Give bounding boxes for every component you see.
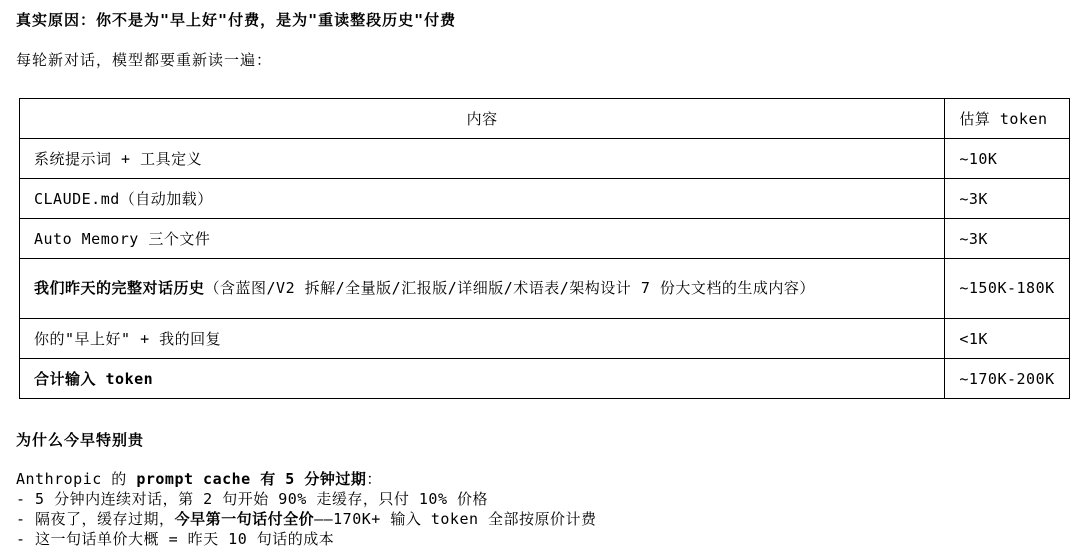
note-text: Anthropic 的	[16, 470, 137, 488]
row-tokens: ~170K-200K	[945, 359, 1070, 399]
row-tokens: ~3K	[945, 179, 1070, 219]
row-tokens: <1K	[945, 319, 1070, 359]
note-bold: 今早第一句话付全价	[174, 510, 315, 528]
row-content-text: 系统提示词 + 工具定义	[34, 150, 203, 168]
row-content-bold: 合计输入 token	[34, 370, 154, 388]
row-content	[20, 259, 945, 319]
table-row	[20, 319, 1070, 359]
row-content-text: 你的"早上好" + 我的回复	[34, 330, 222, 348]
note-line: - 这一句话单价大概 = 昨天 10 句话的成本	[16, 530, 335, 548]
note-text: ：	[366, 470, 382, 488]
row-tokens: ~3K	[945, 219, 1070, 259]
row-content	[20, 219, 945, 259]
table-row	[20, 179, 1070, 219]
table-row	[20, 219, 1070, 259]
row-content	[20, 179, 945, 219]
note-line	[16, 509, 597, 529]
header-tokens: 估算 token	[945, 99, 1070, 139]
table-row	[20, 259, 1070, 319]
note-line: - 5 分钟内连续对话，第 2 句开始 90% 走缓存，只付 10% 价格	[16, 490, 489, 508]
row-content-text: CLAUDE.md（自动加载）	[34, 190, 213, 208]
row-tokens: ~150K-180K	[945, 259, 1070, 319]
table-header-row	[20, 99, 1070, 139]
token-estimate-table	[19, 98, 1070, 399]
note-bold: prompt cache 有 5 分钟过期	[136, 470, 367, 488]
row-content	[20, 139, 945, 179]
row-content-text: （含蓝图/V2 拆解/全量版/汇报版/详细版/术语表/架构设计 7 份大文档的生成内容）	[204, 279, 815, 297]
intro-text: 每轮新对话，模型都要重新读一遍：	[16, 51, 273, 69]
section-heading: 真实原因：你不是为"早上好"付费，是为"重读整段历史"付费	[16, 11, 457, 29]
header-content: 内容	[20, 99, 945, 139]
row-content-text: Auto Memory 三个文件	[34, 230, 211, 248]
note-text: - 隔夜了，缓存过期，	[16, 510, 175, 528]
row-content	[20, 359, 945, 399]
table-row	[20, 139, 1070, 179]
notes-block	[16, 469, 597, 549]
row-content-bold: 我们昨天的完整对话历史	[34, 279, 205, 297]
note-text: ——170K+ 输入 token 全部按原价计费	[314, 510, 597, 528]
row-tokens: ~10K	[945, 139, 1070, 179]
table-total-row	[20, 359, 1070, 399]
note-line	[16, 469, 597, 489]
subheading: 为什么今早特别贵	[16, 431, 145, 449]
row-content	[20, 319, 945, 359]
